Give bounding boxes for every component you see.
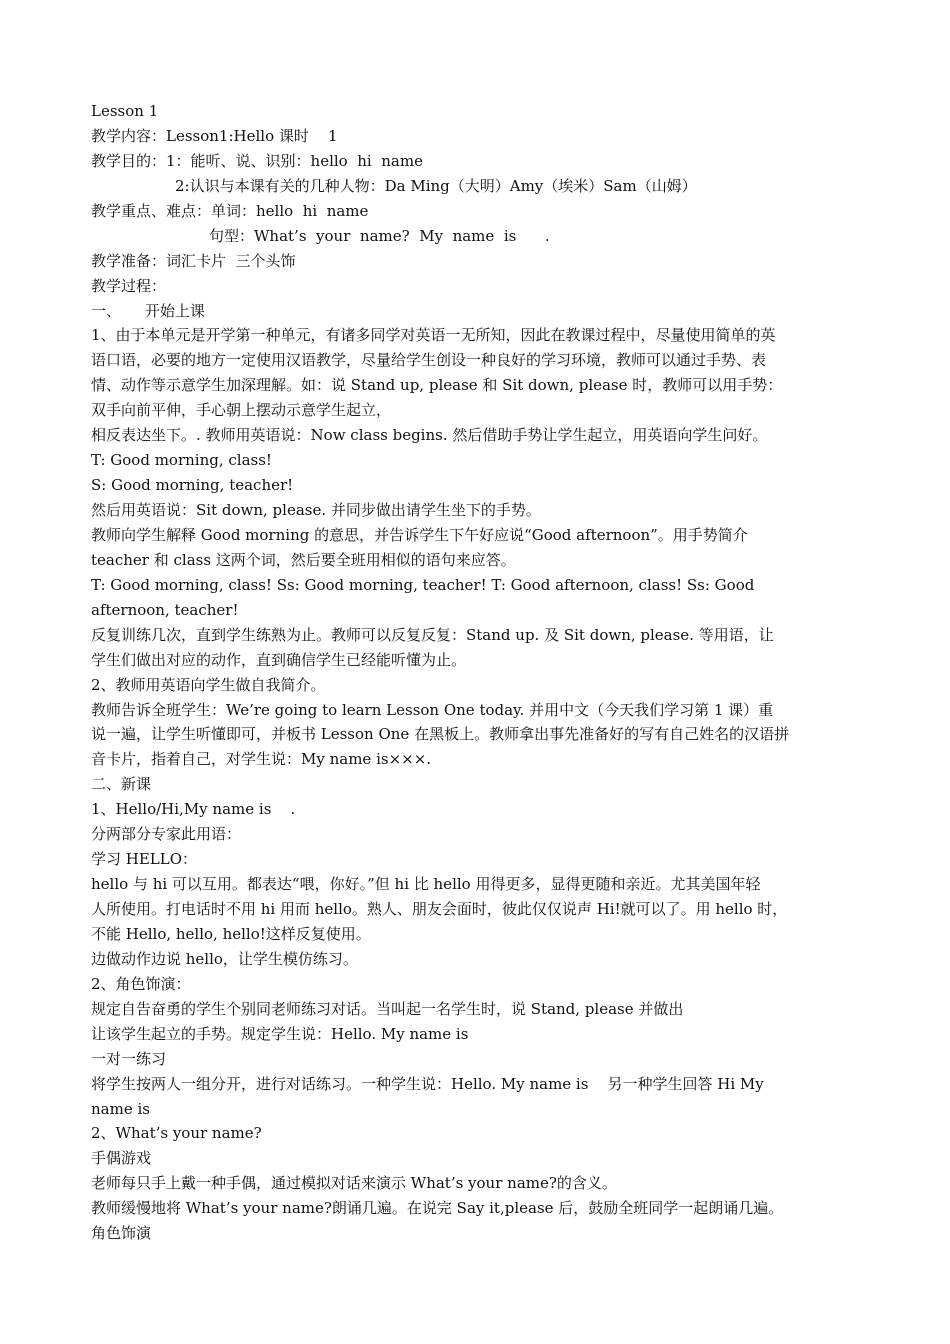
document-line: 教学内容：Lesson1:Hello 课时 1 [91, 126, 338, 145]
document-line: 学生们做出对应的动作，直到确信学生已经能听懂为止。 [91, 650, 467, 669]
document-line: 手偶游戏 [91, 1149, 152, 1168]
document-line: 1、由于本单元是开学第一种单元，有诸多同学对英语一无所知，因此在教课过程中，尽量使用简单的英 [91, 326, 776, 345]
document-line: 让该学生起立的手势。规定学生说：Hello. My name is [91, 1024, 469, 1043]
document-line: hello 与 hi 可以互用。都表达“喂，你好。”但 hi 比 hello 用得更多，显得更随和亲近。尤其美国年轻 [91, 875, 761, 894]
document-line: 然后用英语说：Sit down, please. 并同步做出请学生坐下的手势。 [91, 501, 541, 519]
document-line: 教学目的：1：能听、说、识别：hello hi name [91, 151, 423, 170]
document-line: 老师每只手上戴一种手偶，通过模拟对话来演示 What’s your name?的含义。 [91, 1174, 617, 1193]
document-line: 学习 HELLO： [91, 850, 198, 869]
document-line: 教师告诉全班学生：We’re going to learn Lesson One today. 并用中文（今天我们学习第 1 课）重 [91, 700, 774, 719]
document-line: 分两部分专家此用语： [91, 825, 242, 844]
document-line: afternoon, teacher! [91, 600, 239, 619]
document-line: teacher 和 class 这两个词，然后要全班用相似的语句来应答。 [91, 550, 516, 569]
document-line: T: Good morning, class! [91, 451, 272, 470]
document-line: 二、新课 [91, 775, 152, 794]
document-line: 反复训练几次，直到学生练熟为止。教师可以反复反复：Stand up. 及 Sit down, please. 等用语，让 [91, 625, 774, 644]
document-line: 教学重点、难点：单词：hello hi name [91, 201, 369, 220]
document-line: 情、动作等示意学生加深理解。如：说 Stand up, please 和 Sit down, please 时，教师可以用手势： [91, 376, 783, 395]
document-line: 不能 Hello, hello, hello!这样反复使用。 [91, 924, 371, 943]
document-line: 教学准备：词汇卡片 三个头饰 [91, 251, 296, 270]
document-line: Lesson 1 [91, 102, 159, 120]
document-line: 2、角色饰演： [91, 974, 191, 993]
document-line: 2、What’s your name? [91, 1124, 262, 1143]
document-line: 说一遍，让学生听懂即可，并板书 Lesson One 在黑板上。教师拿出事先准备好的写有自己姓名的汉语拼 [91, 725, 790, 744]
document-line: 教师缓慢地将 What’s your name?朗诵几遍。在说完 Say it,please 后，鼓励全班同学一起朗诵几遍。 [91, 1199, 784, 1218]
document-line: 人所使用。打电话时不用 hi 用而 hello。熟人、朋友会面时，彼此仅仅说声 Hi!就可以了。用 hello 时， [91, 900, 788, 918]
document-line: 规定自告奋勇的学生个别同老师练习对话。当叫起一名学生时，说 Stand, please 并做出 [91, 999, 684, 1018]
document-line: 相反表达坐下。. 教师用英语说：Now class begins. 然后借助手势让学生起立，用英语向学生问好。 [91, 426, 768, 445]
document-line: 1、Hello/Hi,My name is . [91, 800, 296, 819]
document-line: 一对一练习 [91, 1049, 167, 1068]
document-line: name is [91, 1099, 150, 1118]
document-line: 语口语，必要的地方一定使用汉语教学，尽量给学生创设一种良好的学习环境，教师可以通过手势、表 [91, 351, 767, 370]
document-line: T: Good morning, class! Ss: Good morning, teacher! T: Good afternoon, class! Ss: Good [91, 575, 755, 594]
document-line: 音卡片，指着自己，对学生说：My name is×××. [91, 750, 432, 769]
document-line: 2、教师用英语向学生做自我简介。 [91, 675, 326, 694]
document-line: 双手向前平伸，手心朝上摆动示意学生起立， [91, 401, 392, 420]
document-line: 句型：What’s your name? My name is . [209, 226, 550, 245]
document-line: 角色饰演 [91, 1224, 152, 1243]
document-line: 一、 开始上课 [91, 301, 205, 320]
document-body [91, 99, 866, 1246]
document-line: 边做动作边说 hello，让学生模仿练习。 [91, 949, 358, 968]
document-line: S: Good morning, teacher! [91, 476, 294, 495]
document-line: 2:认识与本课有关的几种人物：Da Ming（大明）Amy（埃米）Sam（山姆） [175, 176, 697, 195]
document-line: 教学过程： [91, 276, 167, 295]
document-line: 教师向学生解释 Good morning 的意思，并告诉学生下午好应说“Good afternoon”。用手势简介 [91, 525, 748, 544]
document-line: 将学生按两人一组分开，进行对话练习。一种学生说：Hello. My name is 另一种学生回答 Hi My [91, 1074, 764, 1093]
